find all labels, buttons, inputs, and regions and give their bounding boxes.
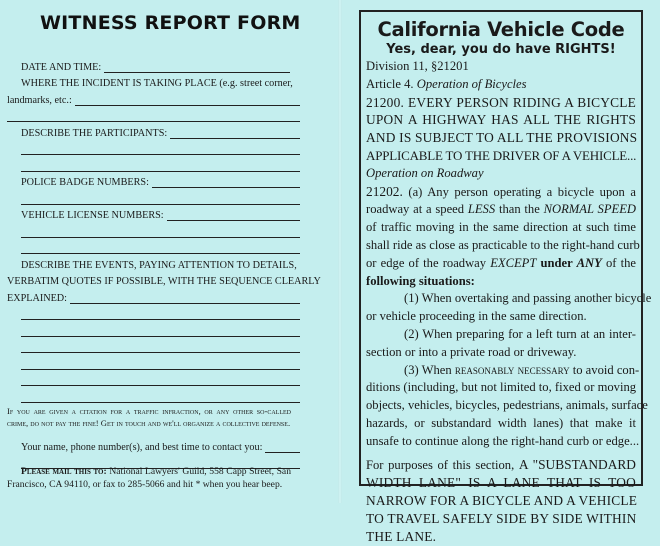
location-field[interactable]: landmarks, etc.: — [0, 90, 300, 107]
code-title: California Vehicle Code — [377, 18, 625, 41]
citation-notice: If you are given a citation for a traffic infraction, or any other so-called crime, do not pay the fine! Get in touch and we'll organize a collective defense. — [7, 406, 291, 429]
participants-field[interactable]: DESCRIBE THE PARTICIPANTS: — [0, 123, 300, 140]
contact-field[interactable]: Your name, phone number(s), and best time to contact you: — [0, 437, 300, 454]
events-line-3[interactable] — [0, 321, 300, 338]
vehicle-code-box — [359, 10, 652, 544]
item-1-line: or vehicle proceeding in the same direction. — [366, 309, 587, 324]
date-line[interactable] — [104, 71, 290, 73]
section-21202-line: of traffic moving in the same direction at such time — [366, 220, 636, 235]
section-21200-line: UPON A HIGHWAY HAS ALL THE RIGHTS — [366, 112, 636, 128]
definition-line: For purposes of this section, A "SUBSTANDARD — [366, 456, 636, 472]
definition-line: TO TRAVEL SAFELY SIDE BY SIDE WITHIN — [366, 510, 637, 526]
section-21200-line: APPLICABLE TO THE DRIVER OF A VEHICLE... — [366, 147, 637, 163]
item-2-line: (2) When preparing for a left turn at an inter- — [404, 326, 636, 341]
where-label-row: WHERE THE INCIDENT IS TAKING PLACE (e.g. street corner, — [21, 78, 293, 89]
events-line-4[interactable] — [0, 338, 300, 355]
definition-line: WIDTH LANE" IS A LANE THAT IS TOO — [366, 475, 636, 491]
events-line-7[interactable] — [0, 387, 300, 404]
section-21202-line: roadway at a speed LESS than the NORMAL SPEED — [366, 202, 636, 217]
item-3-line: hazards, or substandard width lanes) that make it — [366, 415, 636, 430]
following-situations: following situations: — [366, 273, 475, 288]
item-3-line: ditions (including, but not limited to, fixed or moving — [366, 380, 637, 395]
location-line[interactable] — [75, 104, 300, 106]
events-line-5[interactable] — [0, 354, 300, 371]
events-label-row-1: DESCRIBE THE EVENTS, PAYING ATTENTION TO DETAILS, — [21, 259, 297, 271]
page-fold — [338, 0, 342, 503]
code-subtitle: Yes, dear, you do have RIGHTS! — [386, 42, 616, 57]
witness-report-form — [0, 0, 335, 503]
events-line-2[interactable] — [0, 305, 300, 322]
events-label-row-2: VERBATIM QUOTES IF POSSIBLE, WITH THE SEQUENCE CLEARLY — [7, 276, 321, 287]
section-21200-line: AND IS SUBJECT TO ALL THE PROVISIONS — [366, 130, 638, 146]
division: Division 11, §21201 — [366, 59, 469, 73]
item-3-line: (3) When reasonably necessary to avoid con- — [404, 362, 640, 377]
section-21200-line: 21200. EVERY PERSON RIDING A BICYCLE — [366, 94, 636, 110]
badge-line-2[interactable] — [0, 189, 300, 206]
section-21202-line: 21202. (a) Any person operating a bicycle upon a — [366, 183, 636, 199]
item-2-line: section or into a private road or driveway. — [366, 344, 577, 359]
mail-instructions: Please mail this to: National Lawyers' Guild, 558 Capp Street, San Francisco, CA 94110, or fax to 285-5066 and hit * when you hear beep. — [7, 466, 291, 490]
operation-heading: Operation on Roadway — [366, 165, 484, 180]
badge-field[interactable]: POLICE BADGE NUMBERS: — [0, 173, 300, 190]
item-3-line: unsafe to continue along the right-hand curb or edge... — [366, 433, 640, 448]
definition-line: THE LANE. — [366, 528, 437, 544]
blank-line[interactable] — [0, 239, 300, 256]
item-1-line: (1) When overtaking and passing another bicycle — [404, 291, 652, 306]
form-fields — [0, 57, 321, 404]
definition-line: NARROW FOR A BICYCLE AND A VEHICLE — [366, 493, 638, 509]
vehicle-line-2[interactable] — [0, 222, 300, 239]
location-line-2[interactable] — [0, 107, 300, 124]
section-21202-line: or edge of the roadway EXCEPT under ANY of the — [366, 255, 636, 270]
events-field[interactable]: EXPLAINED: — [0, 288, 300, 305]
form-title: WITNESS REPORT FORM — [40, 12, 301, 34]
item-3-line: objects, vehicles, bicycles, pedestrians, animals, surface — [366, 398, 648, 413]
article: Article 4. Operation of Bicycles — [366, 76, 527, 91]
participants-line-2[interactable] — [0, 140, 300, 157]
vehicle-field[interactable]: VEHICLE LICENSE NUMBERS: — [0, 206, 300, 223]
date-field[interactable]: DATE AND TIME: — [0, 57, 300, 74]
participants-line-3[interactable] — [0, 156, 300, 173]
events-line-6[interactable] — [0, 371, 300, 388]
section-21202-line: shall ride as close as practicable to the right-hand curb — [366, 237, 640, 252]
